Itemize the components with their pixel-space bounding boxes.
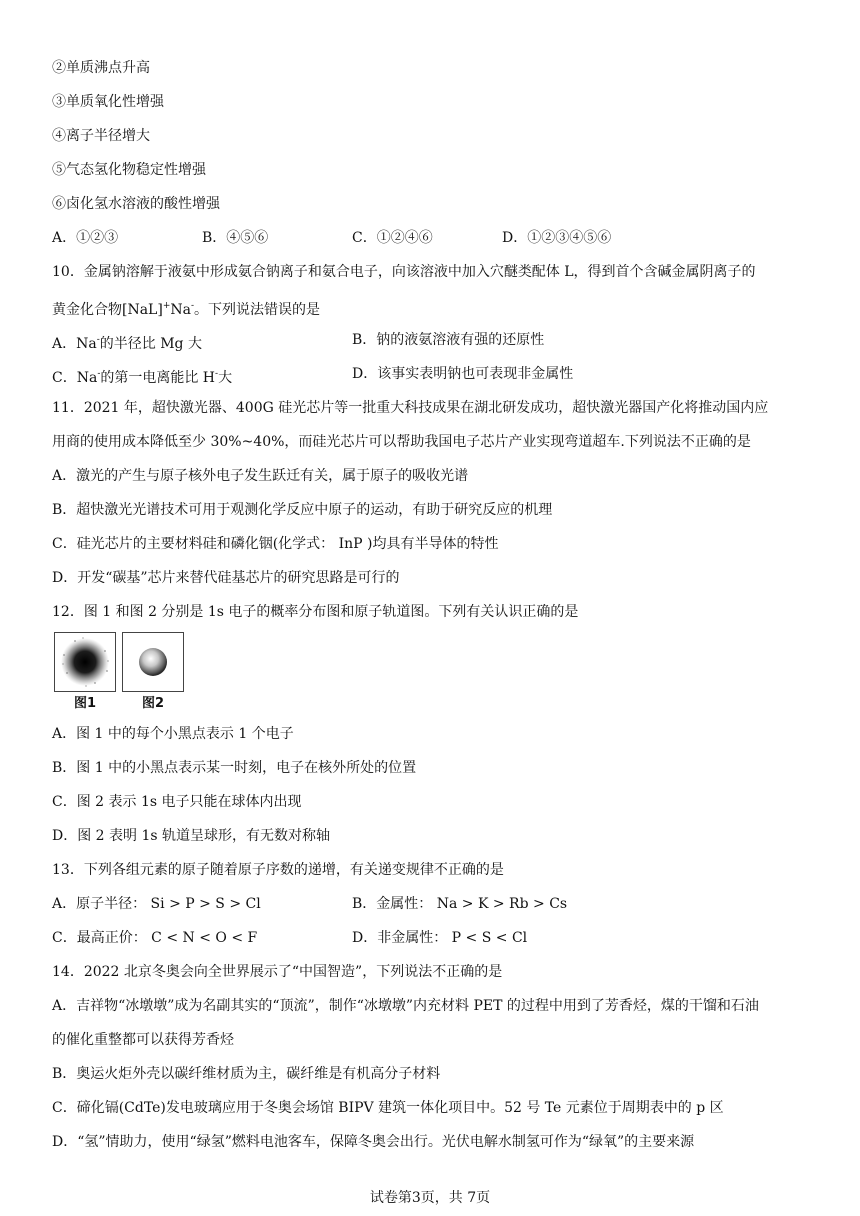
q9-option-a: A．①②③ <box>52 230 119 246</box>
q9-option-c: C．①②④⑥ <box>352 230 433 246</box>
q9-option-b: B．④⑤⑥ <box>202 230 269 246</box>
q14-option-d: D．“氢”情助力，使用“绿氢”燃料电池客车，保障冬奥会出行。光伏电解水制氢可作为“绿氧”的主要来源 <box>52 1134 695 1150</box>
q10-option-d: D．该事实表明钠也可表现非金属性 <box>352 366 574 382</box>
q10-option-b: B．钠的液氨溶液有强的还原性 <box>352 332 545 348</box>
q10-option-a: A．Na-的半径比 Mg 大 <box>52 335 202 352</box>
q13-option-c: C．最高正价： C < N < O < F <box>52 930 258 946</box>
q11-stem-line1: 11．2021 年，超快激光器、400G 硅光芯片等一批重大科技成果在湖北研发成功，超快激光器国产化将推动国内应 <box>52 400 769 416</box>
q11-option-b: B．超快激光光谱技术可用于观测化学反应中原子的运动，有助于研究反应的机理 <box>52 502 553 518</box>
figure-2-label: 图2 <box>141 696 165 711</box>
q13-stem: 13．下列各组元素的原子随着原子序数的递增，有关递变规律不正确的是 <box>52 862 504 878</box>
q14-option-b: B．奥运火炬外壳以碳纤维材质为主，碳纤维是有机高分子材料 <box>52 1066 441 1082</box>
orbital-sphere-figure <box>122 632 184 692</box>
q13-option-a: A．原子半径： Si > P > S > Cl <box>52 896 261 912</box>
q11-option-a: A．激光的产生与原子核外电子发生跃迁有关，属于原子的吸收光谱 <box>52 468 469 484</box>
q10-stem-line1: 10．金属钠溶解于液氨中形成氨合钠离子和氨合电子，向该溶液中加入穴醚类配体 L，得到首个含碱金属阴离子的 <box>52 264 756 280</box>
q10-option-c: C．Na-的第一电离能比 H-大 <box>52 369 233 386</box>
orbital-sphere-image <box>123 633 183 691</box>
q11-option-d: D．开发“碳基”芯片来替代硅基芯片的研究思路是可行的 <box>52 570 400 586</box>
electron-cloud-image <box>55 633 115 691</box>
item-6: ⑥卤化氢水溶液的酸性增强 <box>52 196 220 212</box>
q13-option-d: D．非金属性： P < S < Cl <box>352 930 528 946</box>
q14-option-a-line1: A．吉祥物“冰墩墩”成为名副其实的“顶流”，制作“冰墩墩”内充材料 PET 的过程中用到了芳香烃，煤的干馏和石油 <box>52 998 759 1014</box>
q10-stem-line2: 黄金化合物[NaL]+Na-。下列说法错误的是 <box>52 301 321 318</box>
q14-option-c: C．碲化镉(CdTe)发电玻璃应用于冬奥会场馆 BIPV 建筑一体化项目中。52 号 Te 元素位于周期表中的 p 区 <box>52 1100 724 1116</box>
item-5: ⑤气态氢化物稳定性增强 <box>52 162 206 178</box>
q12-figures <box>54 632 184 712</box>
q12-option-d: D．图 2 表明 1s 轨道呈球形，有无数对称轴 <box>52 828 331 844</box>
figure-1-label: 图1 <box>73 696 97 711</box>
item-2: ②单质沸点升高 <box>52 60 150 76</box>
q12-option-b: B．图 1 中的小黑点表示某一时刻，电子在核外所处的位置 <box>52 760 417 776</box>
q11-stem-line2: 用商的使用成本降低至少 30%~40%，而硅光芯片可以帮助我国电子芯片产业实现弯道超车.下列说法不正确的是 <box>52 434 751 450</box>
page-footer: 试卷第3页，共 7页 <box>369 1190 491 1206</box>
q14-stem: 14．2022 北京冬奥会向全世界展示了“中国智造”，下列说法不正确的是 <box>52 964 503 980</box>
q9-option-d: D．①②③④⑤⑥ <box>502 230 612 246</box>
electron-cloud-figure <box>54 632 116 692</box>
q12-stem: 12．图 1 和图 2 分别是 1s 电子的概率分布图和原子轨道图。下列有关认识正确的是 <box>52 604 579 620</box>
item-3: ③单质氧化性增强 <box>52 94 164 110</box>
q11-option-c: C．硅光芯片的主要材料硅和磷化铟(化学式： InP )均具有半导体的特性 <box>52 536 499 552</box>
q13-option-b: B．金属性： Na > K > Rb > Cs <box>352 896 568 912</box>
q14-option-a-line2: 的催化重整都可以获得芳香烃 <box>52 1032 234 1048</box>
q12-option-c: C．图 2 表示 1s 电子只能在球体内出现 <box>52 794 302 810</box>
q12-option-a: A．图 1 中的每个小黑点表示 1 个电子 <box>52 726 294 742</box>
item-4: ④离子半径增大 <box>52 128 150 144</box>
